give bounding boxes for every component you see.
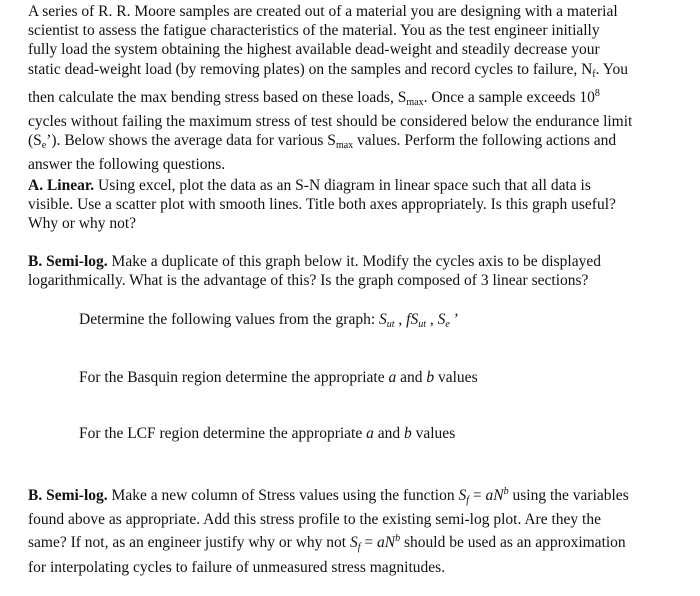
part-b2-text: using the variables xyxy=(508,487,629,504)
basquin-text: and xyxy=(396,369,427,386)
symbol-s: S xyxy=(458,487,467,504)
subscript-f: f xyxy=(357,542,361,554)
intro-line: scientist to assess the fatigue characteristics of the material. You as the test engineer initially xyxy=(28,22,600,40)
intro-line: A series of R. R. Moore samples are created out of a material you are designing with a material xyxy=(28,3,618,20)
lcf-line xyxy=(79,424,455,443)
part-b2-text: Make a new column of Stress values using the function xyxy=(107,487,459,504)
basquin-line xyxy=(79,368,478,387)
part-b2-label: B. Semi-log. xyxy=(28,487,108,504)
symbol-b: b xyxy=(404,425,412,442)
subscript-max: max xyxy=(335,140,354,152)
intro-line xyxy=(28,84,632,112)
lcf-text: values xyxy=(411,425,456,442)
part-b-text: Make a duplicate of this graph below it. Modify the cycles axis to be displayed xyxy=(107,253,601,270)
intro-text: values. Perform the following actions and xyxy=(353,132,617,150)
comma: , xyxy=(426,311,438,328)
subscript-e: e xyxy=(445,319,450,330)
superscript-b: b xyxy=(395,533,401,545)
part-b2-text: same? If not, as an engineer justify why or why not xyxy=(28,534,350,552)
symbol-s: S xyxy=(437,311,446,328)
comma: , xyxy=(394,311,407,328)
part-a-label: A. Linear. xyxy=(28,177,95,194)
intro-paragraph xyxy=(28,2,632,175)
part-a-line: Why or why not? xyxy=(28,215,137,233)
symbol-an: aN xyxy=(485,487,504,504)
equals: = xyxy=(469,487,486,504)
intro-text: (S xyxy=(28,132,42,150)
intro-text: then calculate the max bending stress based on these loads, S xyxy=(28,88,407,106)
basquin-text: values xyxy=(434,369,478,386)
subscript-f: f xyxy=(592,68,596,80)
part-a-paragraph xyxy=(28,176,616,234)
symbol-a: a xyxy=(366,425,374,442)
subscript-f: f xyxy=(466,495,470,506)
intro-text: static dead-weight load (by removing plates) on the samples and record cycles to failure, N xyxy=(28,60,593,78)
part-b2-paragraph xyxy=(28,482,629,577)
part-a-line xyxy=(28,176,616,195)
lcf-text: For the LCF region determine the appropriate xyxy=(79,425,367,442)
intro-line xyxy=(28,131,632,155)
symbol-f: f xyxy=(406,311,411,328)
part-b-label: B. Semi-log. xyxy=(28,253,108,270)
intro-line: cycles without failing the maximum stress of test should be considered below the endurance limit xyxy=(28,113,633,131)
prime: ’ xyxy=(449,311,459,328)
superscript-8: 8 xyxy=(594,87,600,99)
part-b-line xyxy=(28,252,601,271)
symbol-s: S xyxy=(349,534,358,552)
part-a-text: Using excel, plot the data as an S-N diagram in linear space such that all data is xyxy=(94,177,591,194)
symbol-an: aN xyxy=(377,534,396,552)
subscript-ut: ut xyxy=(418,319,427,330)
part-b2-line: for interpolating cycles to failure of unmeasured stress magnitudes. xyxy=(28,558,446,576)
symbol-b: b xyxy=(426,369,435,386)
equals: = xyxy=(360,534,378,552)
symbol-s: S xyxy=(410,311,419,328)
subscript-e: e xyxy=(41,140,47,152)
part-a-line: visible. Use a scatter plot with smooth lines. Title both axes appropriately. Is this graph useful? xyxy=(28,196,616,214)
part-b2-line xyxy=(28,482,629,510)
part-b-paragraph xyxy=(28,252,601,290)
determine-line xyxy=(79,310,459,334)
lcf-text: and xyxy=(373,425,404,442)
symbol-a: a xyxy=(388,369,397,386)
part-b-line: logarithmically. What is the advantage of this? Is the graph composed of 3 linear sections? xyxy=(28,272,589,290)
intro-line: fully load the system obtaining the highest available dead-weight and steadily decrease your xyxy=(28,41,600,59)
intro-line: answer the following questions. xyxy=(28,156,226,174)
superscript-b: b xyxy=(503,486,509,497)
symbol-s: S xyxy=(379,311,387,328)
intro-text: . Once a sample exceeds 10 xyxy=(423,88,595,106)
intro-text: . You xyxy=(595,60,628,78)
part-b2-line xyxy=(28,529,629,557)
basquin-text: For the Basquin region determine the appropriate xyxy=(79,369,389,386)
part-b2-line: found above as appropriate. Add this stress profile to the existing semi-log plot. Are they the xyxy=(28,511,601,529)
subscript-ut: ut xyxy=(386,319,395,330)
subscript-max: max xyxy=(406,96,424,108)
intro-line xyxy=(28,60,632,84)
part-b2-text: should be used as an approximation xyxy=(400,534,626,552)
determine-text: Determine the following values from the graph: xyxy=(79,311,380,328)
intro-text: ’). Below shows the average data for various S xyxy=(46,132,336,150)
